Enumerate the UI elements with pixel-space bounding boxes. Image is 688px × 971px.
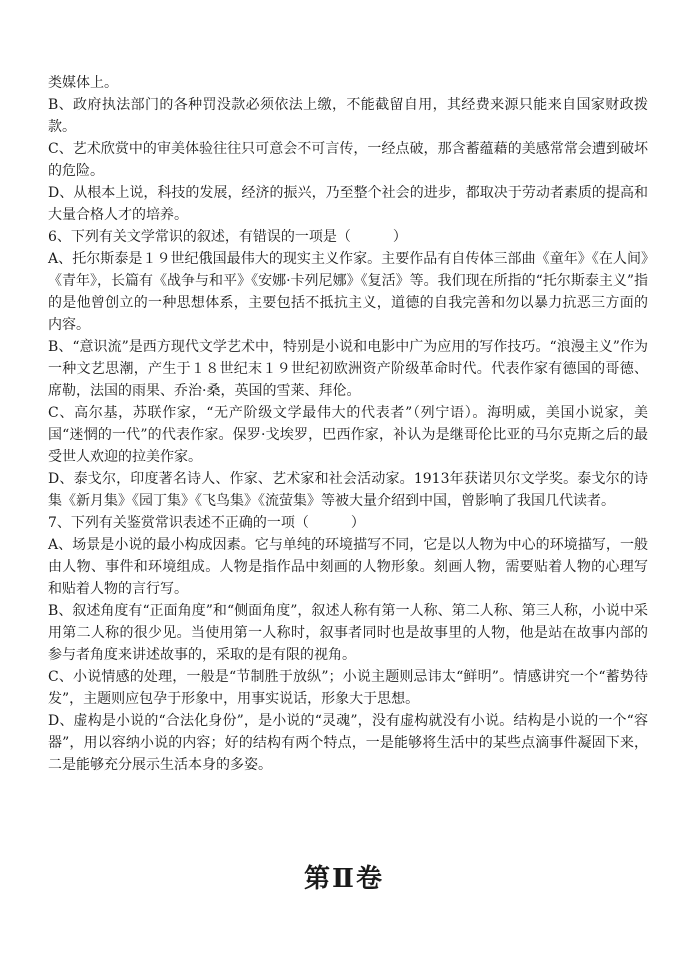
option-6b: B、“意识流”是西方现代文学艺术中，特别是小说和电影中广为应用的写作技巧。“浪漫主义”作为一种文艺思潮，产生于１８世纪末１９世纪初欧洲资产阶级革命时代。代表作家有德国的哥德、席勒，法国的雨果、乔治·桑，英国的雪莱、拜伦。 <box>48 339 648 399</box>
question-7: 7、下列有关鉴赏常识表述不正确的一项（ ） <box>48 515 365 531</box>
paragraph-continuation: 类媒体上。 <box>48 75 118 91</box>
section-title: 第Ⅱ卷 <box>304 864 384 894</box>
option-7d: D、虚构是小说的“合法化身份”，是小说的“灵魂”，没有虚构就没有小说。结构是小说的一个“容器”，用以容纳小说的内容；好的结构有两个特点，一是能够将生活中的某些点滴事件凝固下来，二是能够充分展示生活本身的多姿。 <box>48 713 648 773</box>
option-7c: C、小说情感的处理，一般是“节制胜于放纵”；小说主题则忌讳太“鲜明”。情感讲究一个“蓄势待发”，主题则应包孕于形象中，用事实说话，形象大于思想。 <box>48 669 648 707</box>
option-5d: D、从根本上说，科技的发展，经济的振兴，乃至整个社会的进步，都取决于劳动者素质的提高和大量合格人才的培养。 <box>48 185 648 223</box>
document-body <box>48 72 648 776</box>
option-7a: A、场景是小说的最小构成因素。它与单纯的环境描写不同，它是以人物为中心的环境描写，一般由人物、事件和环境组成。人物是指作品中刻画的人物形象。刻画人物，需要贴着人物的心理写和贴着人物的言行写。 <box>48 537 648 597</box>
option-6a: A、托尔斯泰是１９世纪俄国最伟大的现实主义作家。主要作品有自传体三部曲《童年》《在人间》《青年》，长篇有《战争与和平》《安娜·卡列尼娜》《复活》等。我们现在所指的“托尔斯泰主义”指的是他曾创立的一种思想体系，主要包括不抵抗主义，道德的自我完善和勿以暴力抗恶三方面的内容。 <box>48 251 648 333</box>
question-6: 6、下列有关文学常识的叙述，有错误的一项是（ ） <box>48 229 407 245</box>
option-7b: B、叙述角度有“正面角度”和“侧面角度”，叙述人称有第一人称、第二人称、第三人称，小说中采用第二人称的很少见。当使用第一人称时，叙事者同时也是故事里的人物，他是站在故事内部的参与者角度来讲述故事的，采取的是有限的视角。 <box>48 603 648 663</box>
option-5c: C、艺术欣赏中的审美体验往往只可意会不可言传，一经点破，那含蓄蕴藉的美感常常会遭到破坏的危险。 <box>48 141 648 179</box>
option-6c: C、高尔基，苏联作家，“无产阶级文学最伟大的代表者”（列宁语）。海明威，美国小说家，美国“迷惘的一代”的代表作家。保罗·戈埃罗，巴西作家，补认为是继哥伦比亚的马尔克斯之后的最受世人欢迎的拉美作家。 <box>48 405 648 465</box>
option-5b: B、政府执法部门的各种罚没款必须依法上缴，不能截留自用，其经费来源只能来自国家财政拨款。 <box>48 97 648 135</box>
option-6d: D、泰戈尔，印度著名诗人、作家、艺术家和社会活动家。1913年获诺贝尔文学奖。泰戈尔的诗集《新月集》《园丁集》《飞鸟集》《流萤集》等被大量介绍到中国，曾影响了我国几代读者。 <box>48 471 648 509</box>
